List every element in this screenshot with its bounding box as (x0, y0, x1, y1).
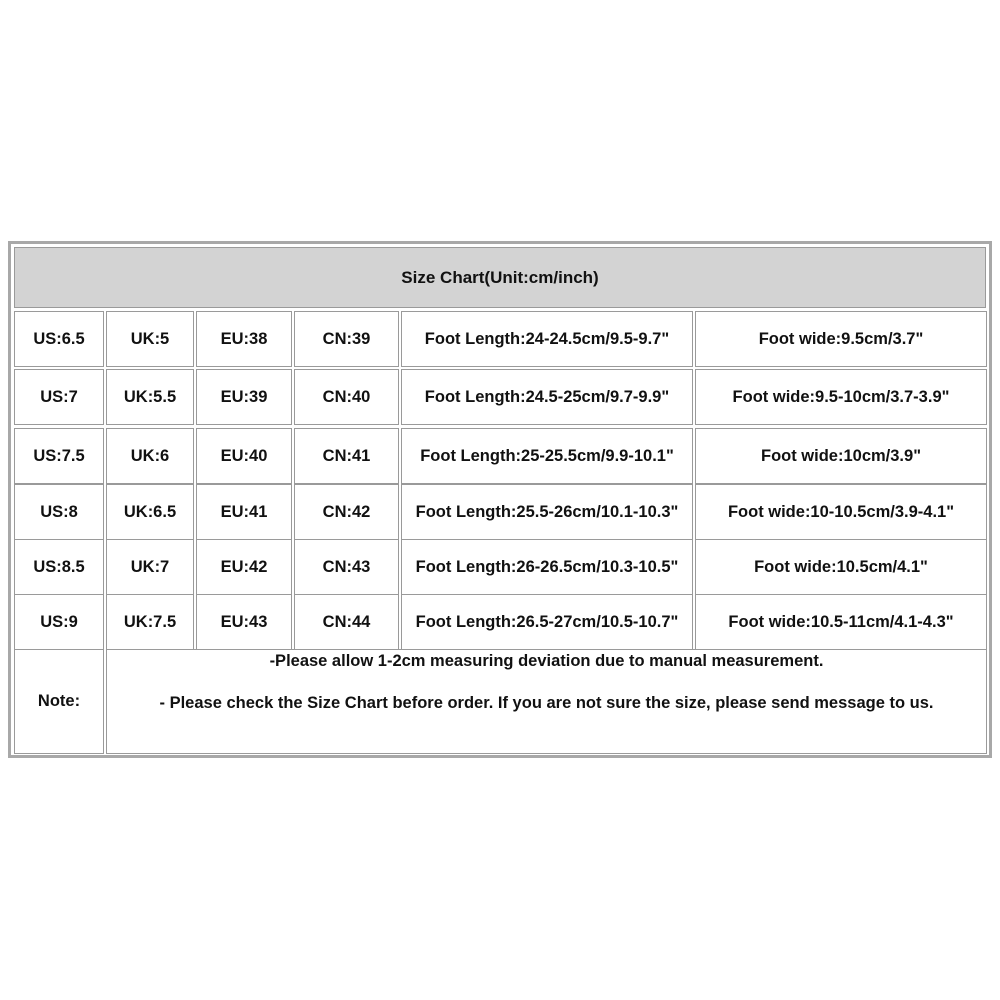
cell-us-size: US:6.5 (14, 311, 104, 367)
cell-eu-size: EU:38 (196, 311, 292, 367)
cell-foot-length: Foot Length:26.5-27cm/10.5-10.7" (401, 594, 693, 650)
note-label: Note: (14, 649, 104, 754)
cell-foot-wide: Foot wide:9.5cm/3.7" (695, 311, 987, 367)
cell-uk-size: UK:7.5 (106, 594, 194, 650)
cell-foot-length: Foot Length:25-25.5cm/9.9-10.1" (401, 428, 693, 484)
cell-foot-wide: Foot wide:10.5-11cm/4.1-4.3" (695, 594, 987, 650)
cell-us-size: US:7 (14, 369, 104, 425)
note-text (106, 649, 987, 754)
note-line-measurement: -Please allow 1-2cm measuring deviation due to manual measurement. (269, 652, 824, 670)
cell-uk-size: UK:5 (106, 311, 194, 367)
size-chart-title: Size Chart(Unit:cm/inch) (14, 247, 986, 308)
cell-foot-length: Foot Length:26-26.5cm/10.3-10.5" (401, 539, 693, 595)
note-line-check-size: - Please check the Size Chart before order. If you are not sure the size, please send message to us. (159, 694, 934, 712)
cell-eu-size: EU:39 (196, 369, 292, 425)
cell-cn-size: CN:40 (294, 369, 399, 425)
cell-uk-size: UK:6.5 (106, 484, 194, 540)
size-chart-table (8, 241, 992, 758)
cell-foot-wide: Foot wide:10cm/3.9" (695, 428, 987, 484)
cell-eu-size: EU:41 (196, 484, 292, 540)
cell-us-size: US:8 (14, 484, 104, 540)
cell-foot-wide: Foot wide:9.5-10cm/3.7-3.9" (695, 369, 987, 425)
cell-cn-size: CN:42 (294, 484, 399, 540)
cell-foot-length: Foot Length:24-24.5cm/9.5-9.7" (401, 311, 693, 367)
cell-foot-length: Foot Length:25.5-26cm/10.1-10.3" (401, 484, 693, 540)
cell-eu-size: EU:40 (196, 428, 292, 484)
cell-foot-wide: Foot wide:10-10.5cm/3.9-4.1" (695, 484, 987, 540)
cell-foot-wide: Foot wide:10.5cm/4.1" (695, 539, 987, 595)
cell-cn-size: CN:41 (294, 428, 399, 484)
cell-uk-size: UK:7 (106, 539, 194, 595)
cell-foot-length: Foot Length:24.5-25cm/9.7-9.9" (401, 369, 693, 425)
cell-eu-size: EU:42 (196, 539, 292, 595)
cell-uk-size: UK:5.5 (106, 369, 194, 425)
cell-uk-size: UK:6 (106, 428, 194, 484)
cell-us-size: US:8.5 (14, 539, 104, 595)
cell-us-size: US:7.5 (14, 428, 104, 484)
cell-eu-size: EU:43 (196, 594, 292, 650)
cell-cn-size: CN:43 (294, 539, 399, 595)
cell-cn-size: CN:39 (294, 311, 399, 367)
cell-cn-size: CN:44 (294, 594, 399, 650)
cell-us-size: US:9 (14, 594, 104, 650)
